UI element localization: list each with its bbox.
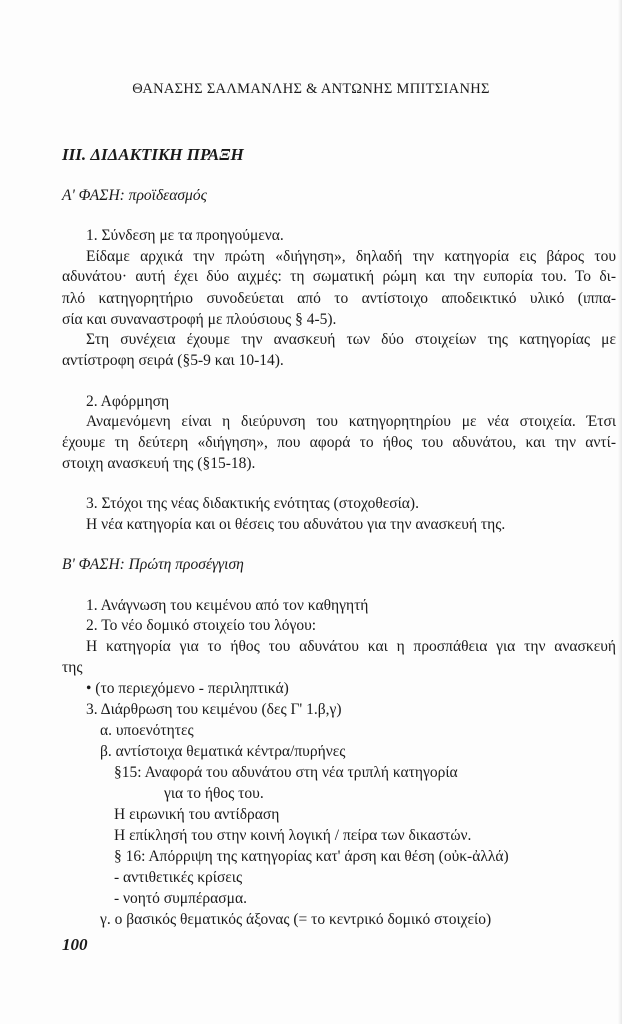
text-line: Αναμενόμενη είναι η διεύρυνση του κατηγορητηρίου με νέα στοιχεία. Έτσι (86, 413, 616, 430)
text-line: Η κατηγορία για το ήθος του αδυνάτου και η προσπάθεια για την ανασκευή (86, 638, 616, 655)
text-line: για το ήθος του. (164, 785, 264, 802)
page-number: 100 (62, 935, 88, 954)
phase-b-heading: Β' ΦΑΣΗ: Πρώτη προσέγγιση (62, 556, 244, 573)
text-line: αδυνάτου· αυτή έχει δύο αιχμές: τη σωματική ρώμη και την ευπορία του. Το δι- (62, 268, 616, 285)
text-line: Η επίκλησή του στην κοινή λογική / πείρα των δικαστών. (114, 827, 472, 844)
chapter-title: III. ΔΙΔΑΚΤΙΚΗ ΠΡΑΞΗ (62, 145, 244, 164)
text-line: 3. Στόχοι της νέας διδακτικής ενότητας (στοχοθεσία). (86, 495, 419, 512)
text-line: πλό κατηγορητήριο συνοδεύεται από το αντίστοιχο αποδεικτικό υλικό (ιππα- (62, 290, 616, 307)
text-line: Στη συνέχεια έχουμε την ανασκευή των δύο στοιχείων της κατηγορίας με (86, 331, 616, 348)
text-line: Είδαμε αρχικά την πρώτη «διήγηση», δηλαδή την κατηγορία εις βάρος του (86, 248, 616, 265)
text-line: β. αντίστοιχα θεματικά κέντρα/πυρήνες (100, 743, 346, 760)
page-edge-shadow (618, 0, 622, 1024)
text-line: γ. ο βασικός θεματικός άξονας (= το κεντρικό δομικό στοιχείο) (100, 911, 492, 928)
text-line: - αντιθετικές κρίσεις (114, 869, 243, 886)
text-line: - νοητό συμπέρασμα. (114, 890, 247, 907)
text-line: 3. Διάρθρωση του κειμένου (δες Γ' 1.β,γ) (86, 701, 342, 718)
text-line: Η νέα κατηγορία και οι θέσεις του αδυνάτου για την ανασκευή της. (86, 516, 506, 533)
text-line: §15: Αναφορά του αδυνάτου στη νέα τριπλή κατηγορία (114, 764, 458, 781)
text-line: 1. Σύνδεση με τα προηγούμενα. (86, 227, 284, 244)
text-line: § 16: Απόρριψη της κατηγορίας κατ' άρση και θέση (οὐκ-ἀλλά) (114, 848, 509, 865)
text-line: της (62, 659, 83, 676)
running-header: ΘΑΝΑΣΗΣ ΣΑΛΜΑΝΛΗΣ & ΑΝΤΩΝΗΣ ΜΠΙΤΣΙΑΝΗΣ (132, 81, 490, 97)
text-line: αντίστροφη σειρά (§5-9 και 10-14). (62, 352, 284, 369)
phase-a-heading: Α' ΦΑΣΗ: προϊδεασμός (62, 187, 207, 204)
text-line: Η ειρωνική του αντίδραση (114, 806, 280, 823)
text-line: 2. Αφόρμηση (86, 393, 170, 410)
text-line: 1. Ανάγνωση του κειμένου από τον καθηγητή (86, 597, 369, 614)
text-line: α. υποενότητες (100, 722, 194, 739)
text-line: στοιχη ανασκευή της (§15-18). (62, 455, 256, 472)
text-line: 2. Το νέο δομικό στοιχείο του λόγου: (86, 617, 317, 634)
text-line: σία και συναναστροφή με πλούσιους § 4-5). (62, 311, 337, 328)
text-line: • (το περιεχόμενο - περιληπτικά) (86, 680, 289, 697)
text-line: έχουμε τη δεύτερη «διήγηση», που αφορά το ήθος του αδυνάτου, και την αντί- (62, 434, 616, 451)
